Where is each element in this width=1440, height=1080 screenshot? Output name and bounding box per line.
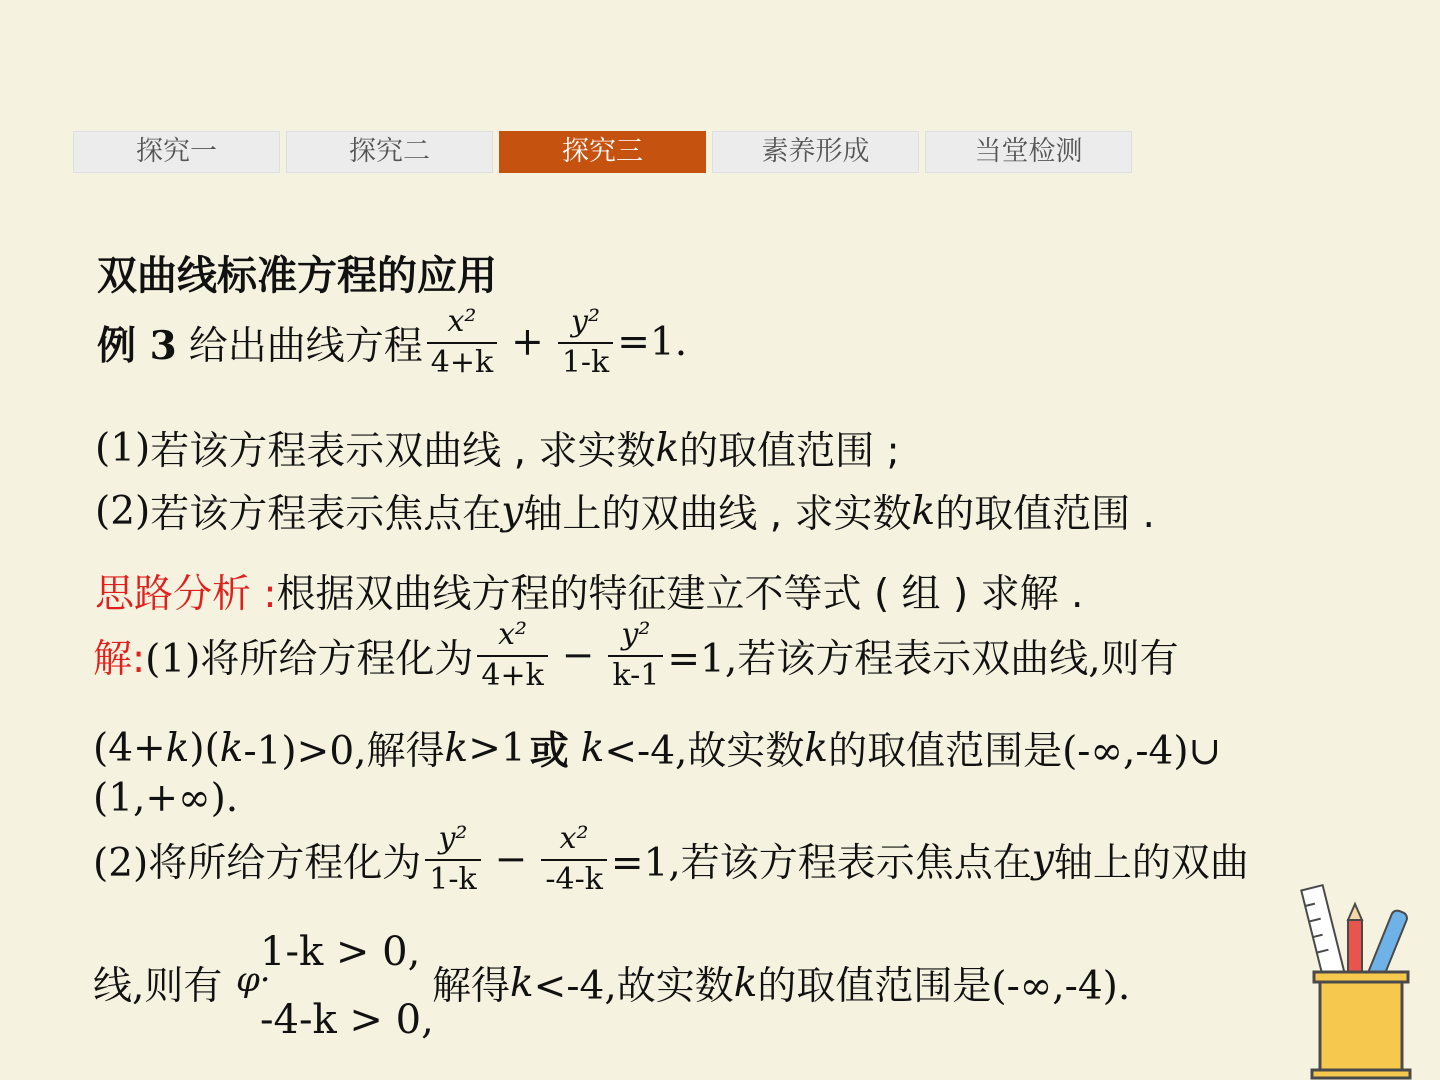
- analysis-line: [95, 563, 1083, 619]
- solution-line-5-lead: 线,则有: [93, 964, 223, 1009]
- fraction: $\frac{\text{y²}}{k-1}$: [608, 618, 663, 693]
- solution-line-4: (2)将所给方程化为 $\frac{\text{y²}}{1-k}$ − $\frac{\text{x²}}{-4-k}$ =1,若该方程表示焦点在 y 轴上的双曲: [93, 821, 1249, 897]
- tab-explore-1[interactable]: 探究一: [73, 131, 280, 173]
- inequality-1: 1-k > 0,: [260, 929, 421, 975]
- analysis-label: 思路分析 :: [95, 572, 277, 617]
- solution-line-3: (1,+∞).: [93, 776, 239, 821]
- question-1: (1) 若该方程表示双曲线 , 求实数 k 的取值范围 ;: [95, 425, 900, 474]
- section-title: 双曲线标准方程的应用: [97, 253, 497, 299]
- tab-explore-3[interactable]: 探究三: [499, 131, 706, 173]
- fraction: $\frac{\text{x²}}{4+k}$: [477, 618, 547, 693]
- example-intro: 给出曲线方程: [188, 323, 423, 369]
- solution-line-1: 解: (1)将所给方程化为 $\frac{\text{x²}}{4+k}$ − $\frac{\text{y²}}{k-1}$ =1,若该方程表示双曲线,则有: [93, 617, 1179, 693]
- fraction: $\frac{\text{y²}}{1-k}$: [425, 822, 480, 897]
- analysis-text: 根据双曲线方程的特征建立不等式 ( 组 ) 求解 .: [276, 572, 1084, 617]
- tab-class-test[interactable]: 当堂检测: [925, 131, 1132, 173]
- plus-sign: +: [511, 320, 544, 365]
- pencil-cup-icon: [1296, 880, 1426, 1080]
- fraction: $\frac{\text{x²}}{-4-k}$: [541, 822, 607, 897]
- brace-glyph: φ·: [236, 960, 271, 1000]
- question-2: (2) 若该方程表示焦点在 y 轴上的双曲线 , 求实数 k 的取值范围 .: [95, 488, 1155, 537]
- example-label: 例 3: [97, 322, 177, 369]
- tab-explore-2[interactable]: 探究二: [286, 131, 493, 173]
- inequality-2: -4-k > 0,: [260, 997, 434, 1043]
- solution-label: 解:: [93, 636, 146, 682]
- solution-line-5: 解得 k <-4,故实数 k 的取值范围是(-∞,-4).: [432, 960, 1131, 1009]
- tab-literacy[interactable]: 素养形成: [712, 131, 919, 173]
- inequality-system: [260, 918, 434, 1054]
- fraction: $\frac{\text{y²}}{1-k}$: [558, 305, 613, 380]
- equation-tail: =1.: [617, 320, 688, 365]
- solution-line-2: (4+ k )( k -1)>0,解得 k >1 或 k <-4,故实数 k 的取值范围是(-∞,-4)∪: [93, 725, 1222, 774]
- fraction: $\frac{\text{x²}}{4+k}$: [427, 305, 497, 380]
- example-line: [97, 305, 687, 380]
